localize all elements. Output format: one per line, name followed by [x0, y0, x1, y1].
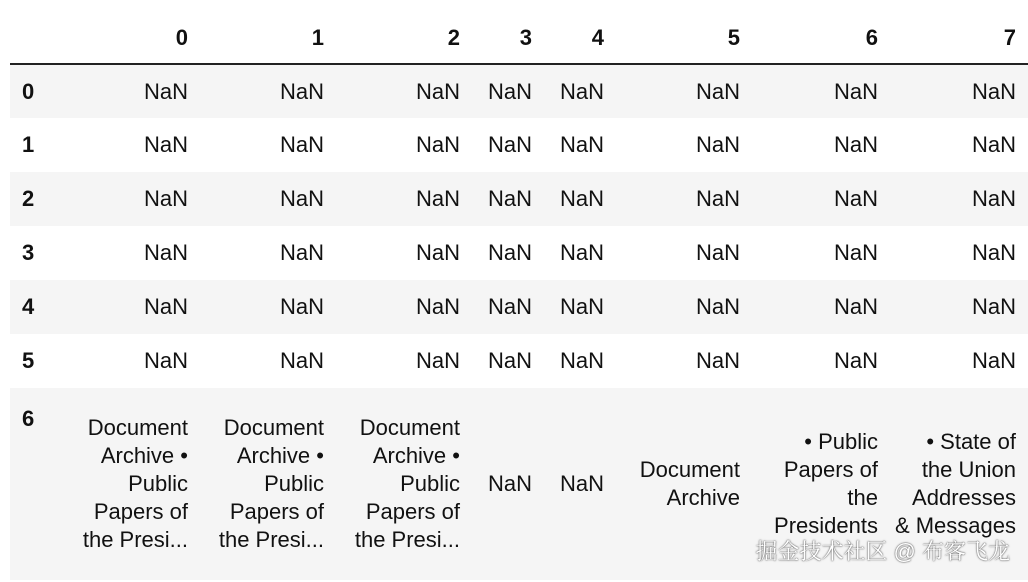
table-cell-overflow — [1024, 280, 1028, 334]
table-cell — [196, 388, 332, 580]
row-index: 6 — [22, 406, 35, 431]
table-cell — [332, 388, 468, 580]
table-cell — [612, 388, 748, 580]
table-cell: NaN — [279, 186, 324, 211]
table-cell: NaN — [971, 186, 1016, 211]
column-header: 1 — [196, 13, 332, 64]
table-cell: NaN — [833, 132, 878, 157]
column-header: 0 — [60, 13, 196, 64]
cell-text: Document Archive • Public Papers of the Presi... — [218, 415, 324, 552]
table-cell-overflow — [1024, 64, 1028, 118]
table-cell: NaN — [833, 294, 878, 319]
row-index: 1 — [22, 132, 35, 157]
table-cell-overflow — [1024, 226, 1028, 280]
table-cell: NaN — [143, 240, 188, 265]
table-cell: NaN — [695, 132, 740, 157]
row-index: 2 — [22, 186, 35, 211]
table-cell: NaN — [695, 240, 740, 265]
table-cell: NaN — [559, 348, 604, 373]
table-cell: NaN — [971, 240, 1016, 265]
table-cell: NaN — [695, 186, 740, 211]
column-header: 5 — [612, 13, 748, 64]
table-cell: NaN — [559, 471, 604, 496]
table-cell: NaN — [279, 132, 324, 157]
table-cell: NaN — [833, 348, 878, 373]
cell-text: • Public Papers of the Presidents — [774, 429, 878, 538]
dataframe-table — [10, 13, 1028, 580]
table-cell: NaN — [415, 78, 460, 104]
table-cell: NaN — [559, 294, 604, 319]
table-cell — [60, 388, 196, 580]
table-cell: NaN — [487, 186, 532, 211]
table-cell: NaN — [415, 186, 460, 211]
column-header: 6 — [748, 13, 886, 64]
table-cell: NaN — [559, 132, 604, 157]
table-row — [10, 172, 1028, 226]
table-cell: NaN — [695, 78, 740, 104]
table-cell: NaN — [415, 132, 460, 157]
row-index: 3 — [22, 240, 35, 265]
table-cell: NaN — [559, 240, 604, 265]
table-cell: NaN — [143, 348, 188, 373]
table-cell: NaN — [833, 186, 878, 211]
table-cell: NaN — [971, 348, 1016, 373]
table-cell: NaN — [279, 348, 324, 373]
table-row — [10, 64, 1028, 118]
table-cell: NaN — [971, 132, 1016, 157]
table-row — [10, 226, 1028, 280]
table-cell: NaN — [487, 348, 532, 373]
row-index: 0 — [22, 78, 35, 104]
table-row — [10, 334, 1028, 388]
table-cell: NaN — [833, 78, 878, 104]
table-cell-overflow — [1024, 388, 1028, 580]
table-cell: NaN — [487, 240, 532, 265]
table-cell: NaN — [833, 240, 878, 265]
table-cell-overflow — [1024, 334, 1028, 388]
table-cell-overflow — [1024, 172, 1028, 226]
cell-text: Document Archive — [639, 457, 740, 510]
table-cell: NaN — [487, 471, 532, 496]
column-header-overflow — [1024, 13, 1028, 64]
table-cell: NaN — [695, 348, 740, 373]
cell-text: Document Archive • Public Papers of the Presi... — [354, 415, 460, 552]
table-cell: NaN — [971, 294, 1016, 319]
table-cell: NaN — [279, 240, 324, 265]
column-header: 4 — [540, 13, 612, 64]
table-row — [10, 118, 1028, 172]
table-cell: NaN — [279, 78, 324, 104]
table-cell: NaN — [415, 348, 460, 373]
table-cell: NaN — [559, 186, 604, 211]
table-cell: NaN — [487, 294, 532, 319]
table-cell: NaN — [415, 294, 460, 319]
table-cell: NaN — [487, 78, 532, 104]
row-index: 5 — [22, 348, 35, 373]
cell-text: • State of the Union Addresses & Messages — [894, 429, 1016, 538]
watermark: 掘金技术社区 @ 布客飞龙 — [755, 539, 1010, 564]
table-cell: NaN — [559, 78, 604, 104]
column-header: 7 — [886, 13, 1024, 64]
table-cell: NaN — [487, 132, 532, 157]
cell-text: Document Archive • Public Papers of the Presi... — [82, 415, 188, 552]
column-header: 3 — [468, 13, 540, 64]
table-cell: NaN — [279, 294, 324, 319]
table-cell: NaN — [695, 294, 740, 319]
column-header: 2 — [332, 13, 468, 64]
table-cell: NaN — [971, 78, 1016, 104]
index-header-corner — [10, 13, 60, 64]
table-cell: NaN — [143, 186, 188, 211]
table-cell: NaN — [143, 78, 188, 104]
table-cell: NaN — [415, 240, 460, 265]
table-row — [10, 280, 1028, 334]
table-cell-overflow — [1024, 118, 1028, 172]
header-row — [10, 13, 1028, 64]
table-cell: NaN — [143, 294, 188, 319]
row-index: 4 — [22, 294, 35, 319]
table-cell: NaN — [143, 132, 188, 157]
